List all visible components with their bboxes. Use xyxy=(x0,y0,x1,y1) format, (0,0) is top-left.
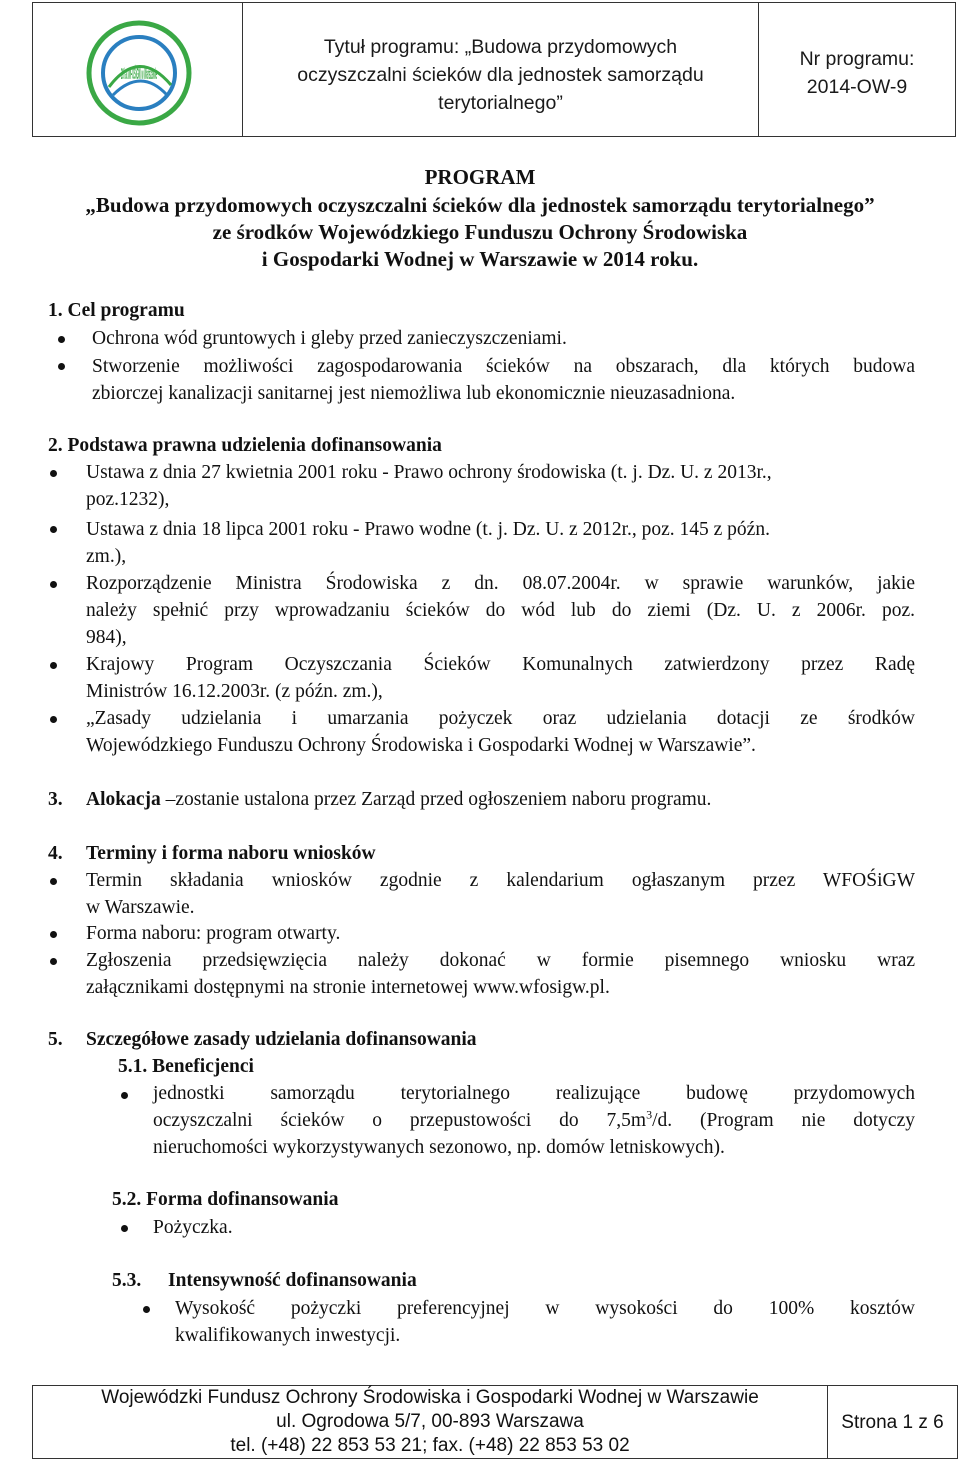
bullet-icon xyxy=(50,878,57,885)
document-header xyxy=(32,2,956,137)
list-item-cont: Wojewódzkiego Funduszu Ochrony Środowiska i Gospodarki Wodnej w Warszawie”. xyxy=(86,735,756,756)
footer-line: Wojewódzki Fundusz Ochrony Środowiska i Gospodarki Wodnej w Warszawie xyxy=(101,1387,759,1408)
wfosigw-logo xyxy=(49,7,349,135)
list-item: Ochrona wód gruntowych i gleby przed zanieczyszczeniami. xyxy=(92,328,567,349)
bullet-icon xyxy=(50,716,57,723)
list-item: Ustawa z dnia 27 kwietnia 2001 roku - Prawo ochrony środowiska (t. j. Dz. U. z 2013r., xyxy=(86,462,772,483)
list-item-cont xyxy=(153,1108,915,1135)
bullet-icon xyxy=(50,526,57,533)
list-item: Pożyczka. xyxy=(153,1217,233,1238)
list-item: Ustawa z dnia 18 lipca 2001 roku - Prawo wodne (t. j. Dz. U. z 2012r., poz. 145 z późn. xyxy=(86,519,770,540)
list-item-cont: poz.1232), xyxy=(86,489,170,510)
bullet-icon xyxy=(50,662,57,669)
program-title-line: Tytuł programu: „Budowa przydomowych xyxy=(323,36,678,58)
list-item-cont: zm.), xyxy=(86,546,127,567)
bullet-icon xyxy=(50,958,57,965)
list-item-cont: 984), xyxy=(86,627,127,648)
list-item: Wysokość pożyczki preferencyjnej w wysokości do 100% kosztów xyxy=(175,1298,915,1319)
allocation-text xyxy=(86,787,711,814)
list-item-cont: zbiorczej kanalizacji sanitarnej jest niemożliwa lub ekonomicznie nieuzasadniona. xyxy=(92,383,736,404)
program-title-cell xyxy=(243,3,759,136)
list-item: Krajowy Program Oczyszczania Ścieków Komunalnych zatwierdzony przez Radę xyxy=(86,654,915,675)
program-title-line: terytorialnego” xyxy=(438,92,563,114)
section-heading: 2. Podstawa prawna udzielenia dofinansowania xyxy=(48,435,442,456)
text-part: oczyszczalni ścieków o przepustowości do 7,5m xyxy=(153,1110,647,1131)
list-item: Stworzenie możliwości zagospodarowania ścieków na obszarach, dla których budowa xyxy=(92,356,915,377)
section-number: 5. xyxy=(48,1029,63,1050)
list-item-cont: nieruchomości wykorzystywanych sezonowo, np. domów letniskowych). xyxy=(153,1137,725,1158)
list-item: Termin składania wniosków zgodnie z kalendarium ogłaszanym przez WFOŚiGW xyxy=(86,870,915,891)
list-item: jednostki samorządu terytorialnego realizujące budowę przydomowych xyxy=(153,1083,915,1104)
list-item: Zgłoszenia przedsięwzięcia należy dokonać w formie pisemnego wniosku wraz xyxy=(86,950,915,971)
bullet-icon xyxy=(143,1306,150,1313)
footer-line: tel. (+48) 22 853 53 21; fax. (+48) 22 853 53 02 xyxy=(230,1435,630,1456)
subsection-heading: 5.2. Forma dofinansowania xyxy=(112,1189,339,1210)
program-number-label: Nr programu: xyxy=(799,48,915,70)
bullet-icon xyxy=(50,581,57,588)
list-item: Forma naboru: program otwarty. xyxy=(86,923,341,944)
list-item: „Zasady udzielania i umarzania pożyczek oraz udzielania dotacji ze środków xyxy=(86,708,915,729)
section-heading: Terminy i forma naboru wniosków xyxy=(86,843,376,864)
bullet-icon xyxy=(58,336,65,343)
list-item-cont: załącznikami dostępnymi na stronie internetowej www.wfosigw.pl. xyxy=(86,977,610,998)
section-number: 3. xyxy=(48,789,63,810)
doc-title-line: „Budowa przydomowych oczyszczalni ścieków dla jednostek samorządu terytorialnego” xyxy=(85,193,875,217)
superscript: 3 xyxy=(646,1107,653,1122)
allocation-label: Alokacja xyxy=(86,789,161,810)
allocation-desc: –zostanie ustalona przez Zarząd przed ogłoszeniem naboru programu. xyxy=(160,789,712,810)
bullet-icon xyxy=(121,1092,128,1099)
footer-address xyxy=(33,1386,828,1458)
list-item-cont: należy spełnić przy wprowadzaniu ścieków do wód lub do ziemi (Dz. U. z 2006r. poz. xyxy=(86,600,915,621)
subsection-heading: 5.1. Beneficjenci xyxy=(118,1056,254,1077)
program-number xyxy=(759,45,955,101)
list-item-cont: w Warszawie. xyxy=(86,897,195,918)
section-heading: 1. Cel programu xyxy=(48,300,185,321)
program-title xyxy=(255,33,746,117)
subsection-heading: Intensywność dofinansowania xyxy=(168,1270,417,1291)
section-number: 4. xyxy=(48,843,63,864)
section-heading: Szczegółowe zasady udzielania dofinansowania xyxy=(86,1029,477,1050)
doc-title: PROGRAM xyxy=(424,165,536,189)
bullet-icon xyxy=(58,363,65,370)
list-item-cont: kwalifikowanych inwestycji. xyxy=(175,1325,401,1346)
bullet-icon xyxy=(121,1225,128,1232)
program-title-line: oczyszczalni ścieków dla jednostek samorządu xyxy=(297,64,704,86)
list-item: Rozporządzenie Ministra Środowiska z dn. 08.07.2004r. w sprawie warunków, jakie xyxy=(86,573,915,594)
program-number-cell xyxy=(759,3,955,136)
subsection-number: 5.3. xyxy=(112,1270,142,1291)
footer-line: ul. Ogrodowa 5/7, 00-893 Warszawa xyxy=(276,1411,584,1432)
doc-title-line: ze środków Wojewódzkiego Funduszu Ochrony Środowiska xyxy=(212,220,748,244)
document-footer xyxy=(32,1385,958,1459)
text-part: /d. (Program nie dotyczy xyxy=(652,1110,915,1131)
logo-text: 20 lat WFOŚiGW w Warszawie xyxy=(121,66,349,83)
page-number: Strona 1 z 6 xyxy=(841,1412,944,1433)
doc-title-line: i Gospodarki Wodnej w Warszawie w 2014 roku. xyxy=(261,247,699,271)
list-item-cont: Ministrów 16.12.2003r. (z późn. zm.), xyxy=(86,681,383,702)
program-number-value: 2014-OW-9 xyxy=(806,76,908,98)
logo-cell xyxy=(33,3,349,136)
bullet-icon xyxy=(50,470,57,477)
bullet-icon xyxy=(50,931,57,938)
